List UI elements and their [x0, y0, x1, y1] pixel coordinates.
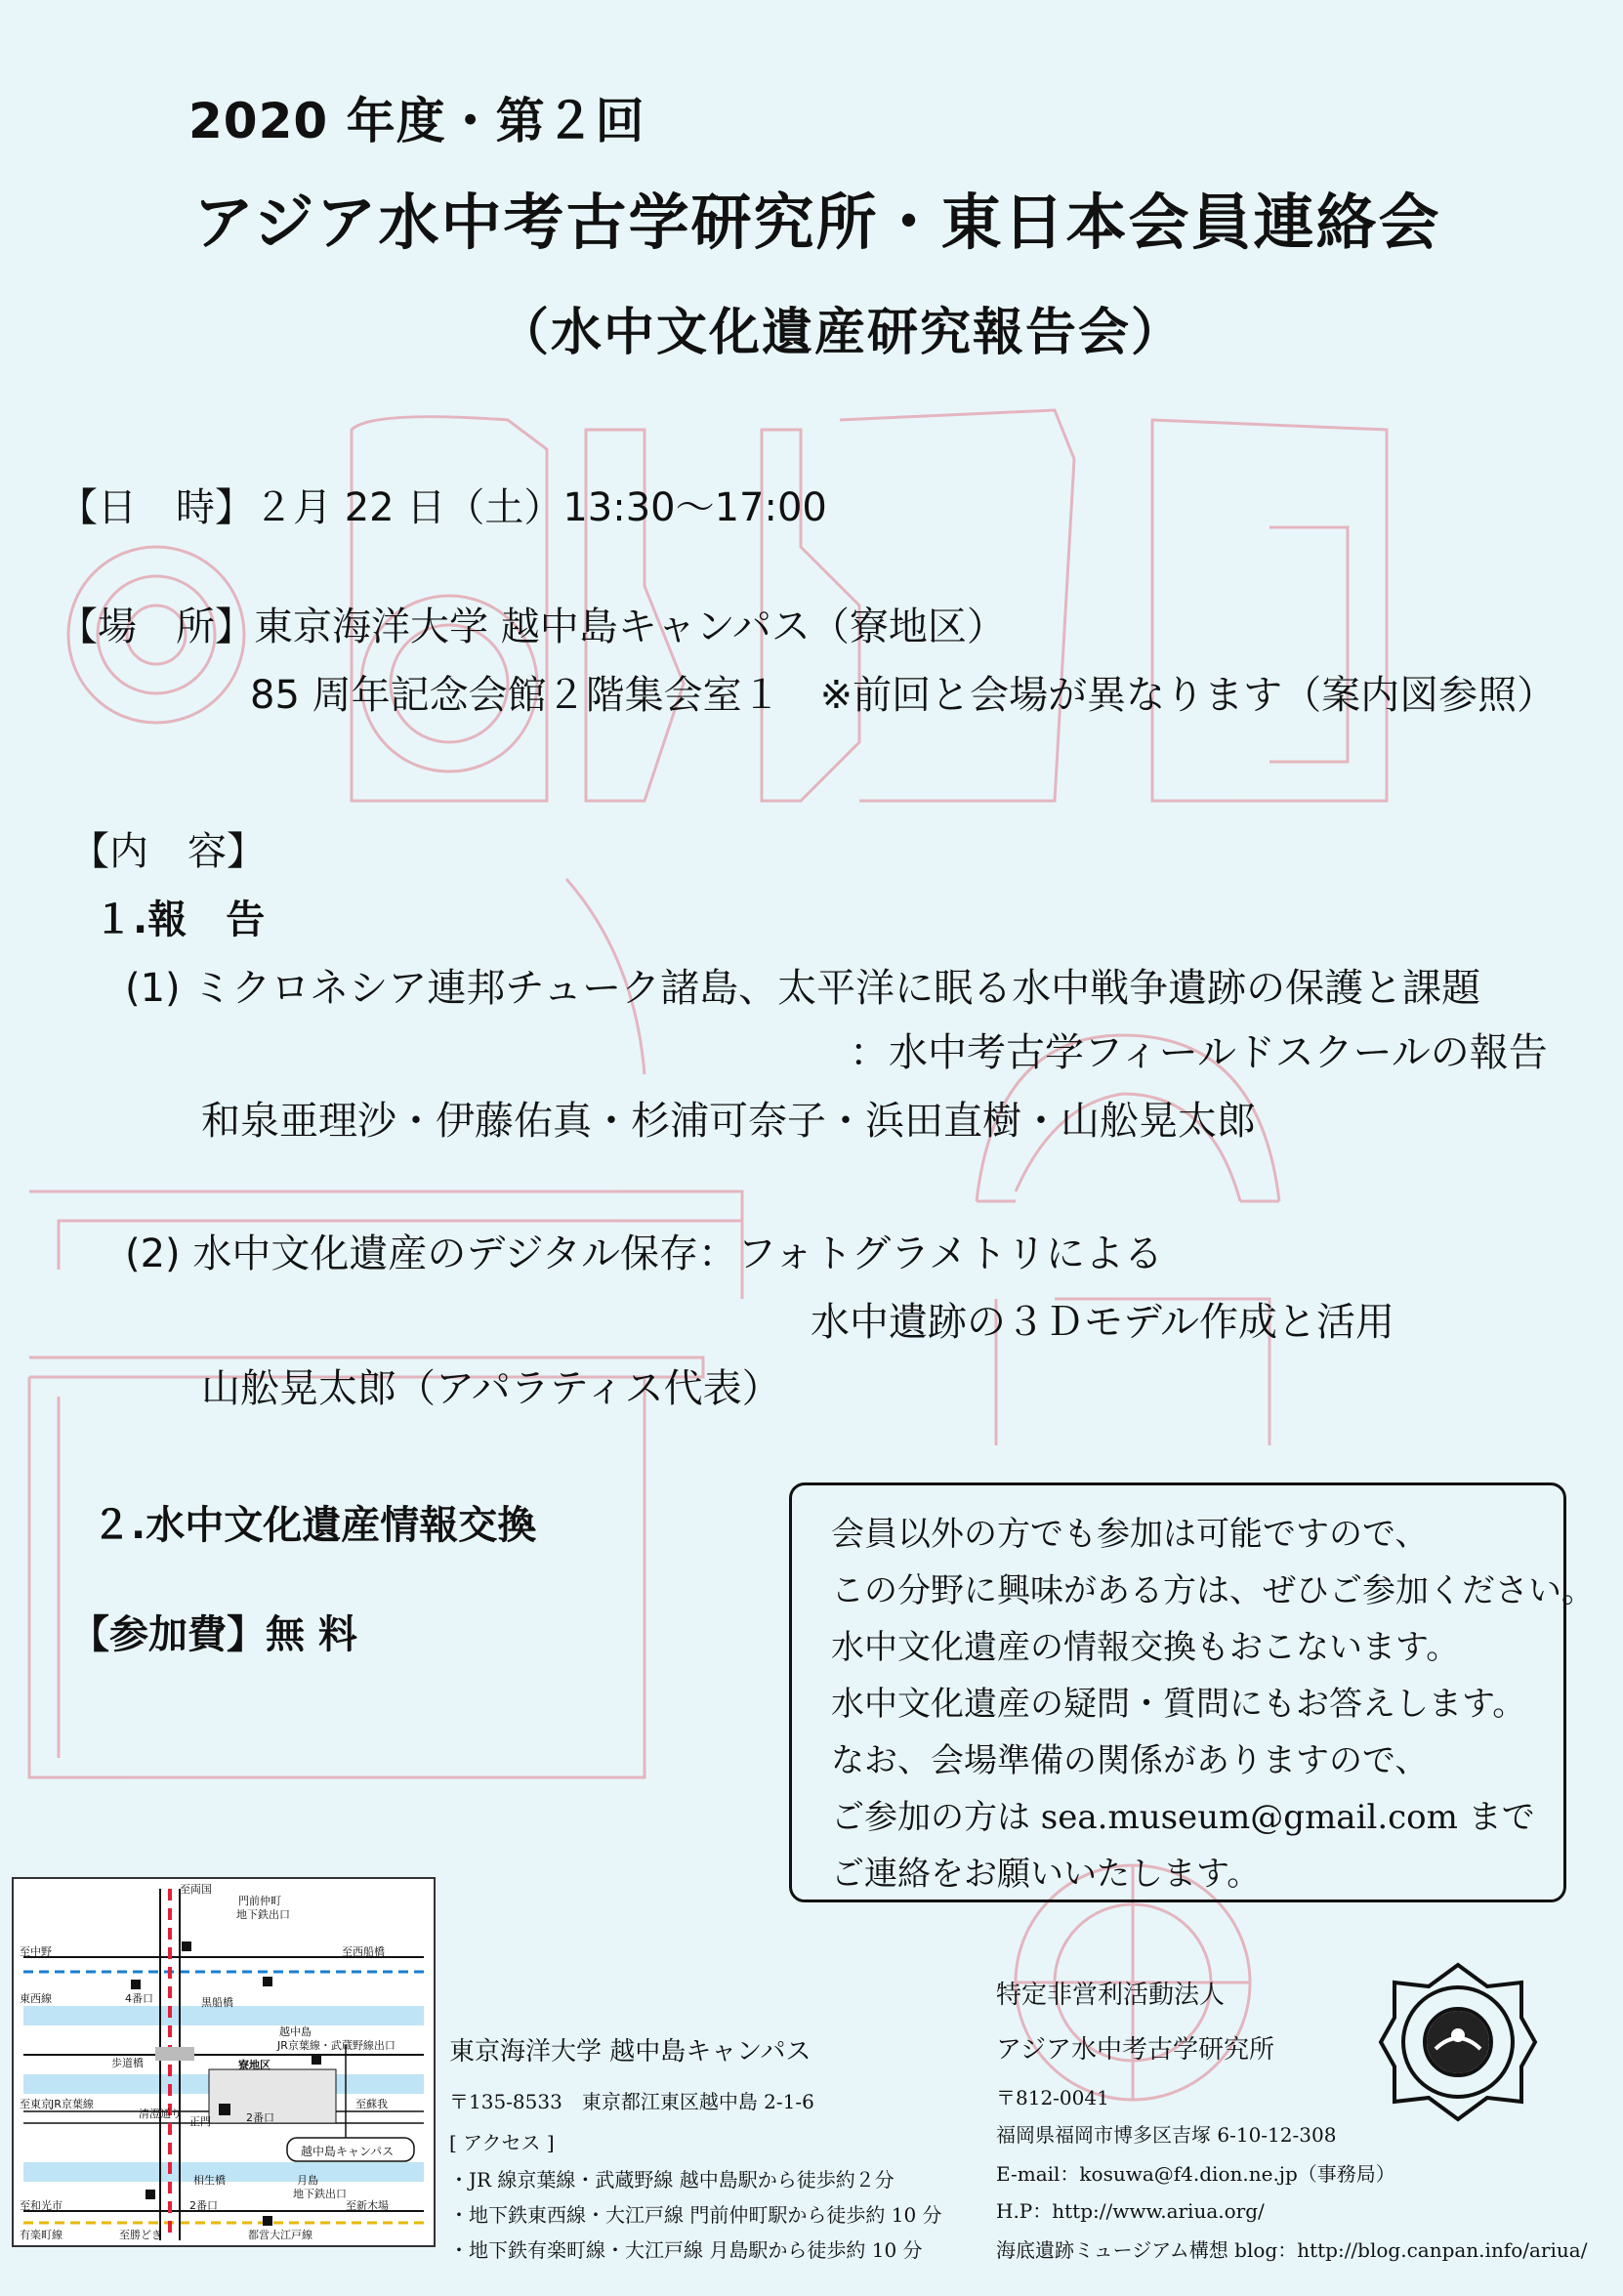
notice-line: なお、会場準備の関係がありますので、: [831, 1741, 1429, 1780]
org-email: E-mail：kosuwa@f4.dion.ne.jp（事務局）: [996, 2162, 1395, 2186]
venue-label: 【場 所】: [59, 605, 254, 649]
venue-info-name: 東京海洋大学 越中島キャンパス: [449, 2037, 812, 2066]
notice-line: 会員以外の方でも参加は可能ですので、: [831, 1515, 1429, 1554]
org-address: 福岡県福岡市博多区吉塚 6-10-12-308: [996, 2123, 1337, 2147]
content-label: 【内 容】: [70, 829, 266, 874]
org-blog: 海底遺跡ミュージアム構想 blog：http://blog.canpan.info/ariua/: [996, 2238, 1588, 2262]
map-label: 歩道橋: [111, 2057, 144, 2069]
report1-authors: 和泉亜理沙・伊藤佑真・杉浦可奈子・浜田直樹・山舩晃太郎: [201, 1099, 1256, 1144]
notice-line: この分野に興味がある方は、ぜひご参加ください。: [831, 1571, 1595, 1610]
notice-line: 水中文化遺産の情報交換もおこないます。: [831, 1628, 1460, 1667]
datetime-label: 【日 時】: [59, 485, 254, 530]
map-label: 至新木場: [346, 2199, 389, 2212]
map-label: 至和光市: [20, 2199, 62, 2212]
datetime-row: [59, 477, 827, 532]
map-label: 至東京: [20, 2098, 52, 2110]
notice-line: ご連絡をお願いいたします。: [831, 1855, 1261, 1894]
organization-logo: [1375, 1959, 1541, 2125]
map-label: 地下鉄出口: [236, 1908, 290, 1921]
map-label: 地下鉄出口: [293, 2188, 347, 2200]
event-edition-heading: 2020 年度・第２回: [188, 93, 645, 149]
venue-value-2: 85 周年記念会館２階集会室１ ※前回と会場が異なります（案内図参照）: [250, 673, 1557, 718]
venue-info-access-item: ・地下鉄東西線・大江戸線 門前仲町駅から徒歩約 10 分: [449, 2203, 942, 2227]
map-label: 4番口: [125, 1992, 153, 2005]
venue-info-address: 〒135-8533 東京都江東区越中島 2-1-6: [449, 2090, 814, 2113]
venue-info-access-item: ・JR 線京葉線・武蔵野線 越中島駅から徒歩約２分: [449, 2168, 895, 2192]
map-label: 至西船橋: [342, 1945, 385, 1958]
map-label: 越中島: [279, 2025, 312, 2038]
map-lines: [14, 1879, 434, 2245]
map-label: 2番口: [189, 2199, 218, 2212]
org-hp: H.P：http://www.ariua.org/: [996, 2199, 1265, 2223]
notice-line: 水中文化遺産の疑問・質問にもお答えします。: [831, 1685, 1526, 1724]
map-label: 都営大江戸線: [248, 2229, 312, 2241]
event-title: アジア水中考古学研究所・東日本会員連絡会: [193, 187, 1441, 258]
fee-row: [70, 1604, 357, 1659]
venue-info-access-label: [ アクセス ]: [449, 2131, 555, 2154]
map-label: 黒船橋: [201, 1996, 233, 2009]
report1-title: (1) ミクロネシア連邦チューク諸島、太平洋に眠る水中戦争遺跡の保護と課題: [125, 966, 1481, 1011]
map-label: 月島: [297, 2174, 318, 2187]
notice-box: [789, 1482, 1595, 1902]
org-name: アジア水中考古学研究所: [996, 2035, 1274, 2065]
venue-value-1: 東京海洋大学 越中島キャンパス（寮地区）: [254, 605, 1006, 649]
map-label: 寮地区: [238, 2059, 270, 2071]
section-reports: １.報 告: [94, 898, 266, 942]
map-label: JR京葉線: [51, 2098, 94, 2110]
fee-value: 無 料: [266, 1612, 357, 1657]
map-label: 越中島キャンパス: [301, 2145, 395, 2158]
report1-subtitle: ：水中考古学フィールドスクールの報告: [850, 1030, 1548, 1075]
map-label: 至勝どき: [119, 2229, 162, 2241]
map-label: 門前仲町: [238, 1895, 281, 1907]
map-label: 相生橋: [193, 2174, 226, 2187]
org-type: 特定非営利活動法人: [996, 1981, 1226, 2010]
map-label: 正門: [189, 2115, 211, 2128]
venue-info-access-item: ・地下鉄有楽町線・大江戸線 月島駅から徒歩約 10 分: [449, 2238, 923, 2262]
map-label: 至中野: [20, 1945, 52, 1958]
section-info-exchange: ２.水中文化遺産情報交換: [92, 1503, 537, 1548]
access-map: [12, 1877, 436, 2247]
map-label: 至両国: [180, 1883, 212, 1896]
report2-author: 山舩晃太郎（アパラティス代表）: [201, 1366, 781, 1411]
map-label: 清澄通り: [139, 2108, 182, 2120]
datetime-value: ２月 22 日（土）13:30〜17:00: [254, 485, 827, 530]
org-postal: 〒812-0041: [996, 2086, 1109, 2109]
event-subtitle: （水中文化遺産研究報告会）: [498, 304, 1185, 362]
report2-title: (2) 水中文化遺産のデジタル保存：フォトグラメトリによる: [125, 1231, 1163, 1276]
report2-subtitle: 水中遺跡の３Ｄモデル作成と活用: [811, 1300, 1394, 1345]
map-label: 2番口: [246, 2111, 274, 2124]
map-label: 至蘇我: [355, 2098, 388, 2110]
map-label: 有楽町線: [20, 2229, 62, 2241]
map-label: JR京葉線・武蔵野線出口: [277, 2039, 395, 2052]
map-label: 東西線: [20, 1992, 52, 2005]
venue-row: [59, 596, 1006, 651]
notice-line: ご参加の方は sea.museum@gmail.com まで: [831, 1798, 1535, 1837]
fee-label: 【参加費】: [70, 1612, 266, 1657]
